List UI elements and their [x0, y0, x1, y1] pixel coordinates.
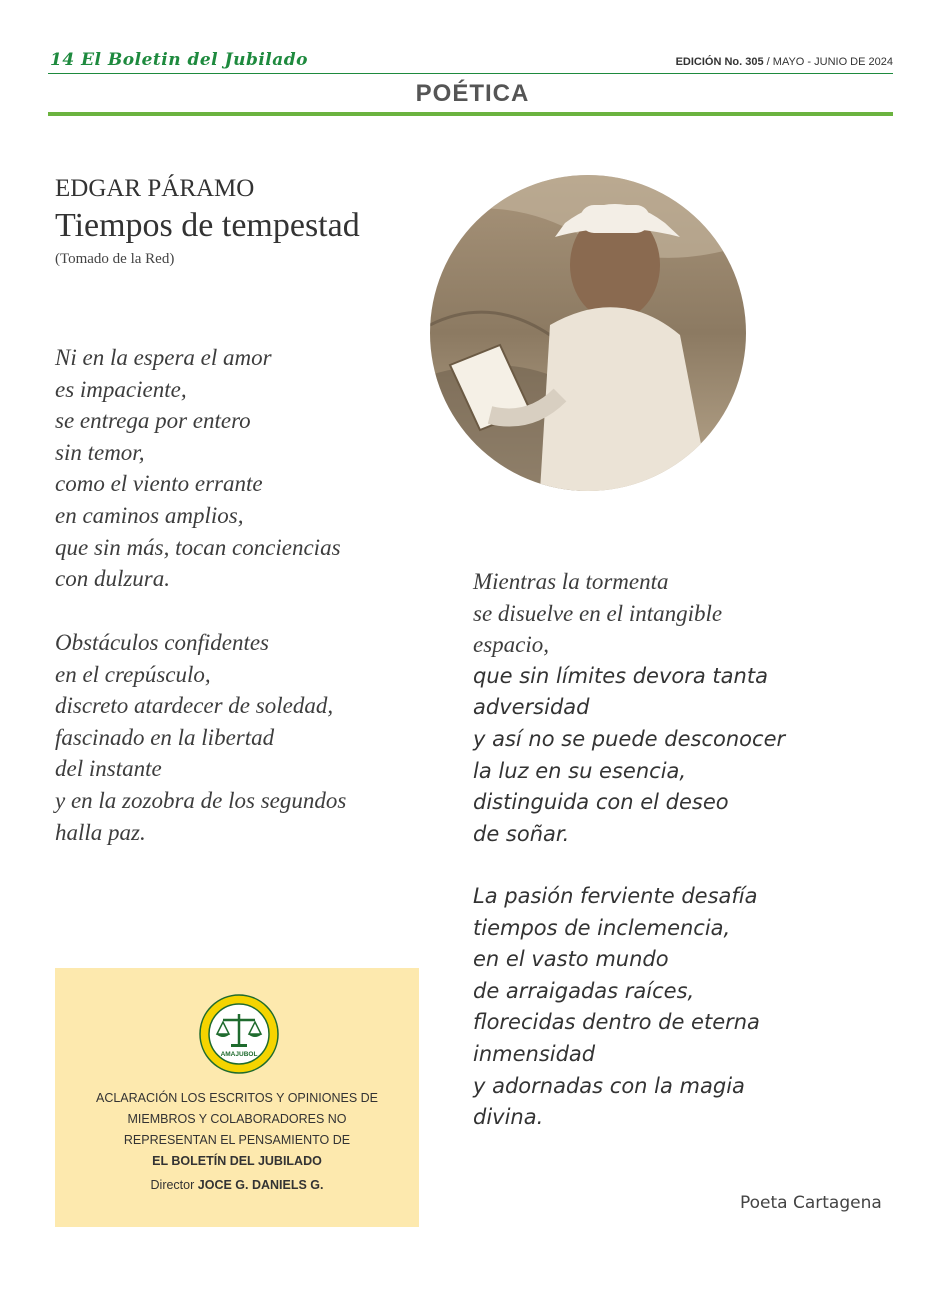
poem-line: Mientras la tormenta — [473, 569, 669, 594]
poem-line: de arraigadas raíces, — [473, 978, 695, 1003]
disclaimer-text — [55, 1088, 419, 1196]
poem-line: como el viento errante — [55, 471, 263, 497]
poem-stanza-2 — [55, 627, 346, 848]
poem-line: adversidad — [473, 695, 590, 720]
section-title: POÉTICA — [415, 80, 530, 107]
disclaimer-box — [55, 968, 419, 1227]
logo-text: AMAJUBOL — [220, 1051, 258, 1058]
poem-line: florecidas dentro de eterna — [473, 1010, 760, 1035]
director-name: JOCE G. DANIELS G. — [197, 1178, 324, 1192]
poem-line: de soñar. — [473, 821, 570, 846]
edition-number: EDICIÓN No. 305 — [675, 56, 764, 68]
poem-line: discreto atardecer de soledad, — [55, 693, 334, 719]
poem-line: sin temor, — [55, 439, 145, 465]
director-label: Director — [150, 1178, 195, 1192]
poet-signature: Poeta Cartagena — [740, 1193, 882, 1213]
poem-line: que sin límites devora tanta — [473, 663, 768, 688]
poem-line: tiempos de inclemencia, — [473, 915, 731, 940]
publication-header: 14 El Boletin del Jubilado — [50, 50, 309, 70]
poem-line: distinguida con el deseo — [473, 790, 729, 815]
amajubol-logo — [199, 994, 279, 1074]
author-photo — [430, 175, 746, 491]
poem-line: se disuelve en el intangible — [473, 600, 723, 626]
edition-date: / MAYO - JUNIO DE 2024 — [763, 56, 893, 68]
disclaimer-line: REPRESENTAN EL PENSAMIENTO DE — [123, 1133, 351, 1147]
poem-line: se entrega por entero — [55, 408, 251, 434]
poem-line: que sin más, tocan conciencias — [55, 534, 341, 560]
poem-line: espacio, — [473, 632, 550, 658]
publication-name: EL BOLETÍN DEL JUBILADO — [152, 1154, 322, 1168]
poem-stanza-3 — [473, 566, 785, 850]
poem-line: inmensidad — [473, 1041, 596, 1066]
poem-line: y adornadas con la magia — [473, 1073, 745, 1098]
section-divider — [48, 112, 893, 116]
poem-line: en el vasto mundo — [473, 947, 669, 972]
poem-line: La pasión ferviente desafía — [473, 884, 758, 908]
article-author: EDGAR PÁRAMO — [55, 175, 255, 202]
director-credit — [55, 1175, 419, 1196]
poem-line: en caminos amplios, — [55, 502, 244, 528]
author-portrait-image — [430, 175, 746, 491]
poem-line: Ni en la espera el amor — [55, 345, 272, 370]
header-divider — [48, 73, 893, 74]
poem-line: la luz en su esencia, — [473, 758, 687, 783]
poem-line: fascinado en la libertad — [55, 724, 275, 750]
poem-line: Obstáculos confidentes — [55, 630, 269, 655]
disclaimer-line: MIEMBROS Y COLABORADORES NO — [127, 1112, 347, 1126]
article-title: Tiempos de tempestad — [55, 207, 360, 244]
poem-line: divina. — [473, 1105, 544, 1130]
disclaimer-line: ACLARACIÓN LOS ESCRITOS Y OPINIONES DE — [95, 1091, 379, 1105]
poem-line: halla paz. — [55, 819, 146, 845]
poem-stanza-4 — [473, 881, 760, 1134]
poem-stanza-1 — [55, 342, 341, 595]
poem-line: en el crepúsculo, — [55, 661, 211, 687]
poem-line: es impaciente, — [55, 376, 187, 402]
article-source: (Tomado de la Red) — [55, 251, 175, 267]
edition-info — [676, 56, 893, 68]
poem-line: y en la zozobra de los segundos — [55, 787, 347, 813]
poem-line: del instante — [55, 756, 162, 782]
poem-line: con dulzura. — [55, 566, 170, 592]
poem-line: y así no se puede desconocer — [473, 726, 786, 751]
